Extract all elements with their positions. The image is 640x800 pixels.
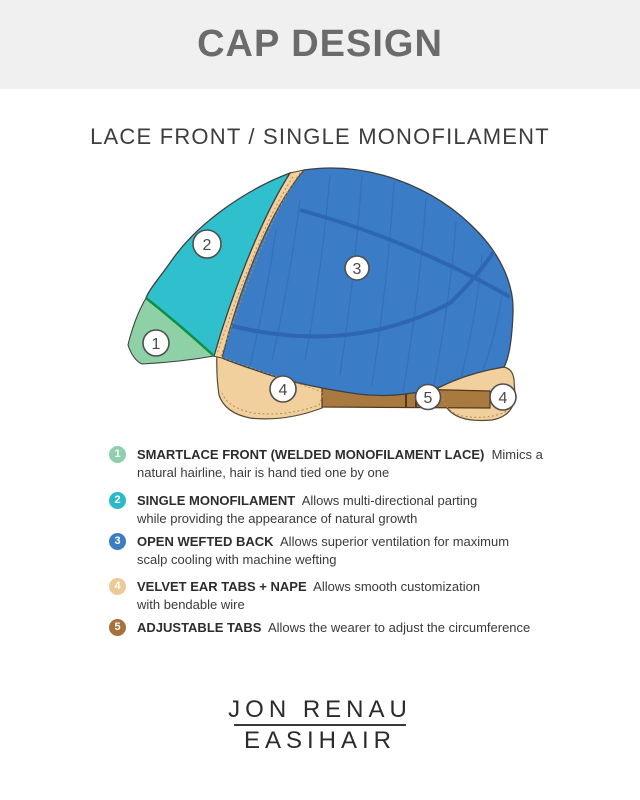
legend-dot-2: 2 xyxy=(109,492,126,509)
callout-3-wefted-back xyxy=(345,256,369,280)
legend-item-adjustable-tabs xyxy=(109,619,577,637)
legend-label-1: SMARTLACE FRONT (WELDED MONOFILAMENT LACE) xyxy=(137,447,485,462)
legend-item-smartlace-front xyxy=(109,446,577,481)
svg-text:4: 4 xyxy=(498,390,508,407)
callout-5-strap xyxy=(416,385,441,410)
cap-diagram-svg xyxy=(100,160,540,430)
legend-label-2: SINGLE MONOFILAMENT xyxy=(137,493,296,508)
callout-1-lace-front xyxy=(143,330,169,356)
brand-name-top: JON RENAU xyxy=(228,696,412,723)
legend-text-5 xyxy=(137,619,577,637)
callout-4-nape xyxy=(490,384,516,410)
legend-desc-1a: Mimics a xyxy=(491,447,543,462)
legend-text-1 xyxy=(137,446,577,481)
cap-subtitle: LACE FRONT / SINGLE MONOFILAMENT xyxy=(90,124,550,149)
legend-item-single-monofilament xyxy=(109,492,577,527)
svg-text:3: 3 xyxy=(352,261,362,278)
legend-desc-1b: natural hairline, hair is hand tied one by one xyxy=(137,464,390,480)
svg-text:2: 2 xyxy=(202,237,212,254)
brand-divider xyxy=(234,724,406,726)
legend-label-4: VELVET EAR TABS + NAPE xyxy=(137,579,307,594)
legend-desc-3b: scalp cooling with machine wefting xyxy=(137,551,337,567)
brand-logo xyxy=(0,697,640,754)
legend-desc-2a: Allows multi-directional parting xyxy=(301,493,478,508)
cap-diagram xyxy=(100,160,540,430)
legend-text-2 xyxy=(137,492,577,527)
legend-desc-4b: with bendable wire xyxy=(137,596,245,612)
legend-text-4 xyxy=(137,578,577,613)
svg-text:1: 1 xyxy=(151,336,161,353)
legend-dot-3: 3 xyxy=(109,533,126,550)
legend-desc-2b: while providing the appearance of natural growth xyxy=(137,510,418,526)
legend-dot-1: 1 xyxy=(109,446,126,463)
svg-text:5: 5 xyxy=(423,390,433,407)
legend-label-3: OPEN WEFTED BACK xyxy=(137,534,274,549)
brand-name-bottom: EASIHAIR xyxy=(243,727,397,754)
legend-item-velvet-ear-tabs xyxy=(109,578,577,613)
callout-2-monofilament xyxy=(193,230,221,258)
legend-item-open-wefted-back xyxy=(109,533,577,568)
callout-4-ear-tab xyxy=(270,376,296,402)
legend-desc-5a: Allows the wearer to adjust the circumference xyxy=(267,620,531,635)
header-band xyxy=(0,0,640,89)
legend-dot-5: 5 xyxy=(109,619,126,636)
legend-text-3 xyxy=(137,533,577,568)
svg-text:4: 4 xyxy=(278,382,288,399)
legend-dot-4: 4 xyxy=(109,578,126,595)
legend-label-5: ADJUSTABLE TABS xyxy=(137,620,262,635)
legend-desc-3a: Allows superior ventilation for maximum xyxy=(280,534,510,549)
legend-desc-4a: Allows smooth customization xyxy=(313,579,481,594)
page-title: CAP DESIGN xyxy=(197,23,443,65)
